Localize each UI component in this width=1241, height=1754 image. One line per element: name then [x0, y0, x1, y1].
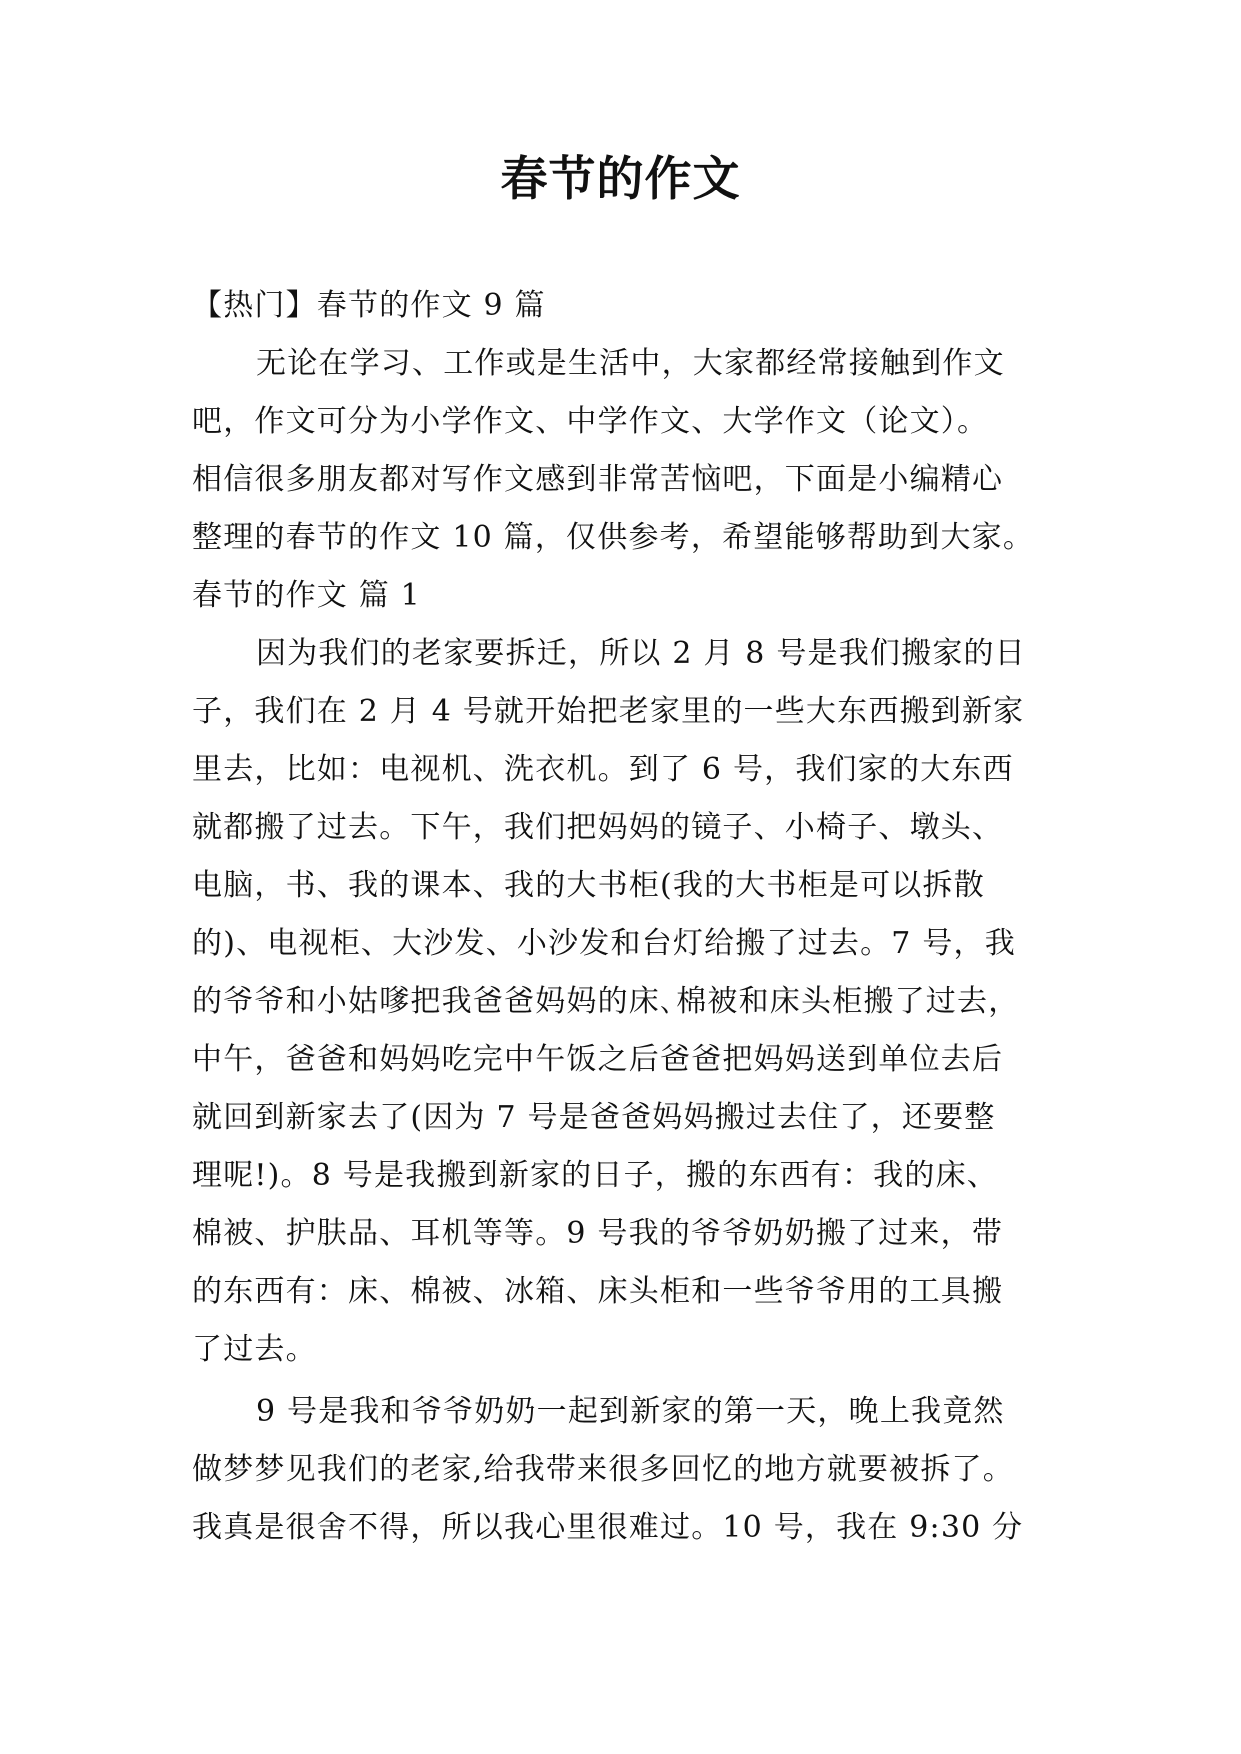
text-line: 无论在学习、工作或是生活中，大家都经常接触到作文	[256, 346, 1005, 381]
document-title: 春节的作文	[500, 152, 741, 207]
text-line: 我真是很舍不得，所以我心里很难过。10 号，我在 9:30 分	[192, 1510, 1024, 1545]
text-line: 中午，爸爸和妈妈吃完中午饭之后爸爸把妈妈送到单位去后	[192, 1042, 1004, 1077]
text-line: 的)、电视柜、大沙发、小沙发和台灯给搬了过去。7 号，我	[192, 926, 1016, 961]
text-line: 理呢!)。8 号是我搬到新家的日子，搬的东西有：我的床、	[192, 1158, 998, 1193]
text-line: 电脑，书、我的课本、我的大书柜(我的大书柜是可以拆散	[192, 868, 985, 903]
text-line: 的爷爷和小姑嗲把我爸爸妈妈的床､棉被和床头柜搬了过去，	[192, 984, 1020, 1019]
section-heading: 春节的作文 篇 1	[192, 578, 421, 613]
text-line: 因为我们的老家要拆迁，所以 2 月 8 号是我们搬家的日	[256, 636, 1026, 671]
text-line: 棉被、护肤品、耳机等等。9 号我的爷爷奶奶搬了过来，带	[192, 1216, 1004, 1251]
text-line: 相信很多朋友都对写作文感到非常苦恼吧，下面是小编精心	[192, 462, 1004, 497]
text-line: 整理的春节的作文 10 篇，仅供参考，希望能够帮助到大家。	[192, 520, 1035, 555]
text-line: 吧，作文可分为小学作文、中学作文、大学作文（论文）。	[192, 404, 989, 439]
text-line: 就都搬了过去。下午，我们把妈妈的镜子、小椅子、墩头、	[192, 810, 1004, 845]
text-line: 里去，比如：电视机、洗衣机。到了 6 号，我们家的大东西	[192, 752, 1014, 787]
heading-line: 【热门】春节的作文 9 篇	[192, 288, 546, 323]
text-line: 了过去。	[192, 1332, 317, 1367]
text-line: 就回到新家去了(因为 7 号是爸爸妈妈搬过去住了，还要整	[192, 1100, 996, 1135]
text-line: 的东西有：床、棉被、冰箱、床头柜和一些爷爷用的工具搬	[192, 1274, 1004, 1309]
text-line: 9 号是我和爷爷奶奶一起到新家的第一天，晚上我竟然	[256, 1394, 1005, 1429]
text-line: 做梦梦见我们的老家,给我带来很多回忆的地方就要被拆了。	[192, 1452, 1014, 1487]
text-line: 子，我们在 2 月 4 号就开始把老家里的一些大东西搬到新家	[192, 694, 1025, 729]
